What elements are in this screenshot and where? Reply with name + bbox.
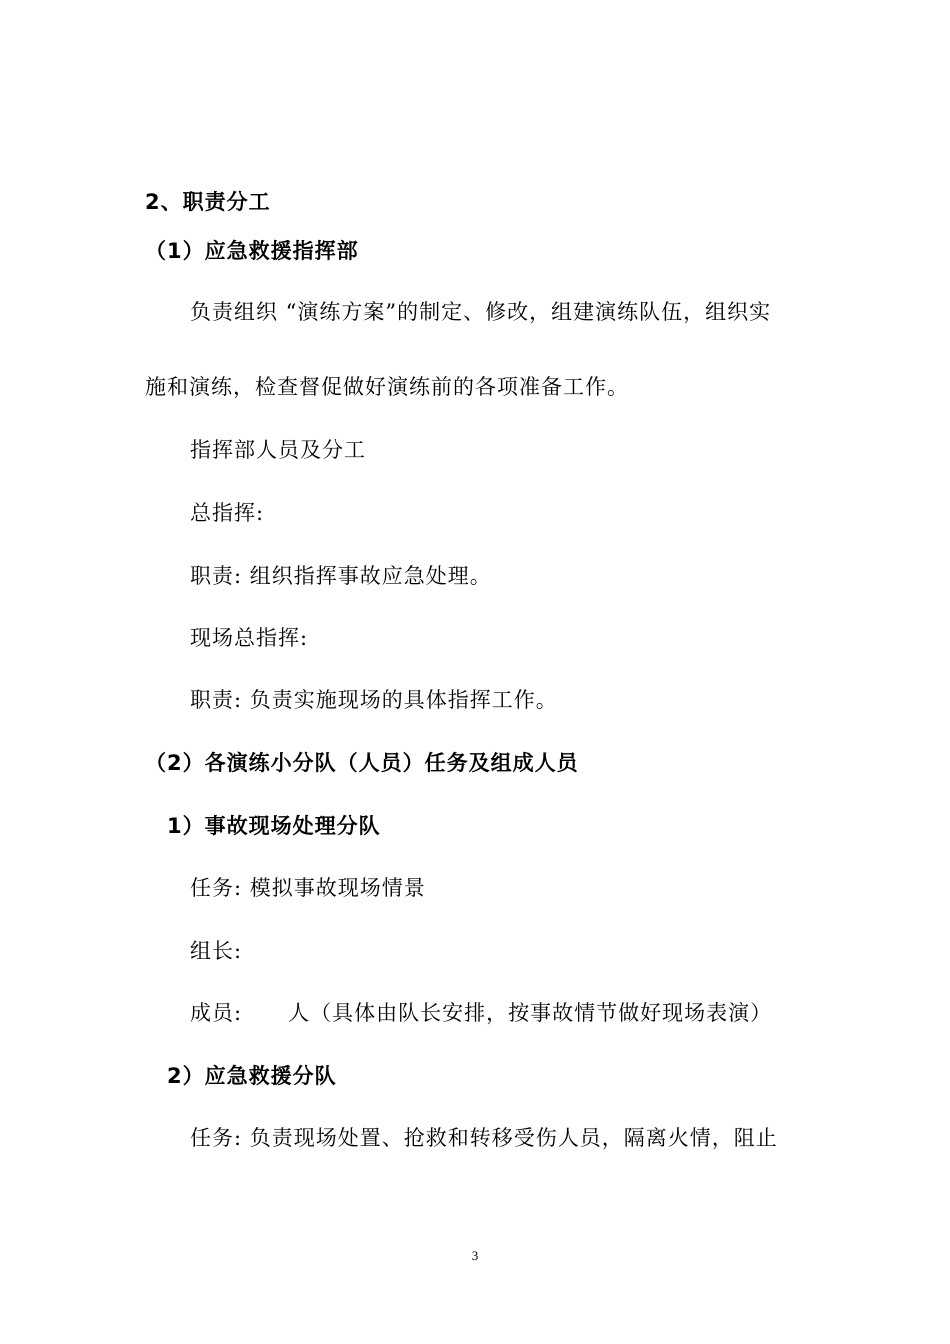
subsection-heading-command: （1）应急救援指挥部 bbox=[145, 239, 359, 263]
page-number: 3 bbox=[471, 1248, 479, 1263]
subsection-heading-teams: （2）各演练小分队（人员）任务及组成人员 bbox=[145, 751, 579, 775]
chief-commander-duty: 职责: 组织指挥事故应急处理。 bbox=[190, 564, 492, 588]
paragraph-line: 施和演练，检查督促做好演练前的各项准备工作。 bbox=[145, 375, 629, 399]
team-members: 成员: 人（具体由队长安排，按事故情节做好现场表演） bbox=[190, 1001, 773, 1025]
site-commander-label: 现场总指挥: bbox=[190, 626, 309, 650]
chief-commander-label: 总指挥: bbox=[190, 501, 265, 525]
team-heading-accident-site: 1）事故现场处理分队 bbox=[167, 814, 381, 838]
team-task: 任务: 负责现场处置、抢救和转移受伤人员，隔离火情，阻止 bbox=[190, 1126, 778, 1150]
section-heading: 2、职责分工 bbox=[145, 190, 271, 214]
team-leader: 组长: bbox=[190, 939, 243, 963]
paragraph-line: 负责组织 “演练方案”的制定、修改，组建演练队伍，组织实 bbox=[190, 300, 772, 324]
staff-heading: 指挥部人员及分工 bbox=[190, 438, 366, 462]
team-heading-rescue: 2）应急救援分队 bbox=[167, 1064, 337, 1088]
team-task: 任务: 模拟事故现场情景 bbox=[190, 876, 426, 900]
site-commander-duty: 职责: 负责实施现场的具体指挥工作。 bbox=[190, 688, 558, 712]
